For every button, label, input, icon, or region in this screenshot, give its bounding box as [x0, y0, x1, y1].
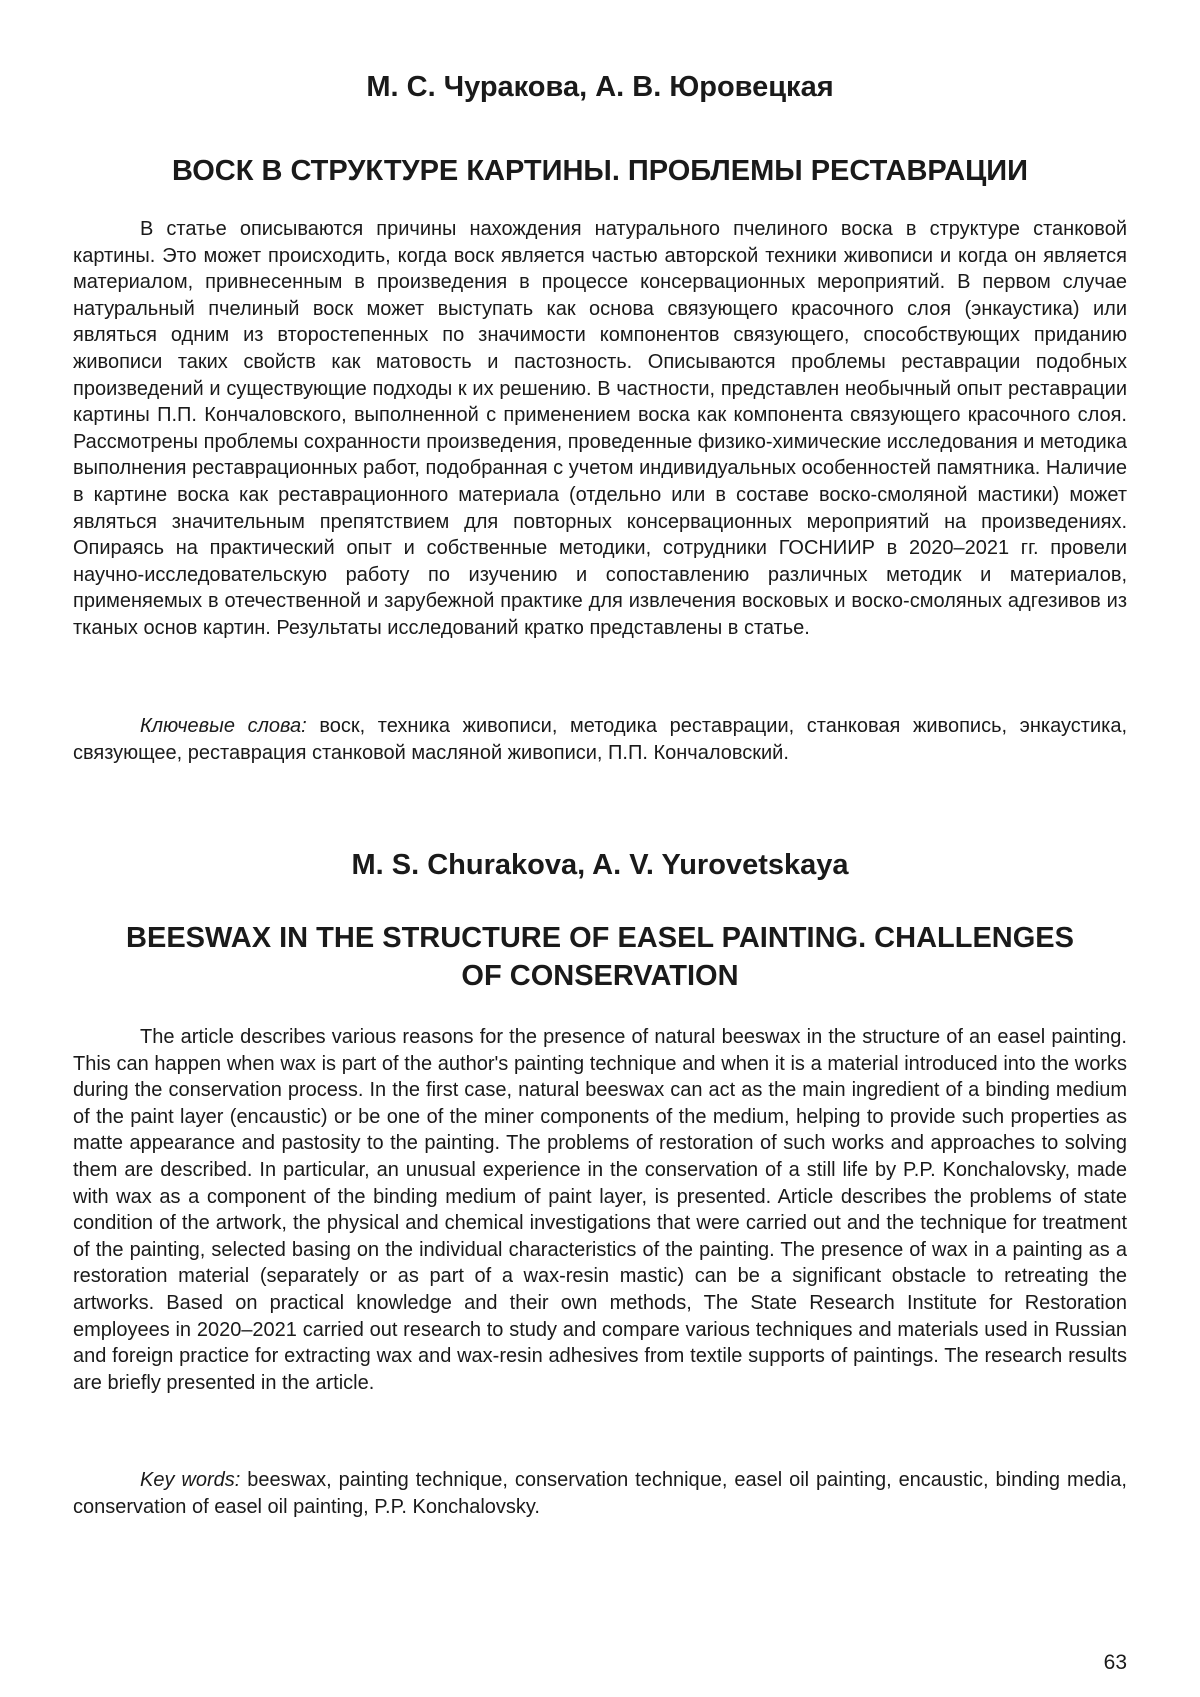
- en-keywords-text: beeswax, painting technique, conservation technique, easel oil painting, encaustic, binding media, conservation of easel oil painting, P.P. Konchalovsky.: [73, 1469, 1127, 1518]
- en-article-title: [73, 919, 1127, 995]
- ru-abstract: В статье описываются причины нахождения натурального пчелиного воска в структуре станковой картины. Это может происходить, когда воск является частью авторской техники живописи и когда он является материалом, привнесенным в произведения в процессе консервационных мероприятий. В первом случае натуральный пчелиный воск может выступать как основа связующего красочного слоя (энкаустика) или являться одним из второстепенных по значимости компонентов связующего, способствующих приданию живописи таких свойств как матовость и пастозность. Описываются проблемы реставрации подобных произведений и существующие подходы к их решению. В частности, представлен необычный опыт реставрации картины П.П. Кончаловского, выполненной с применением воска как компонента связующего красочного слоя. Рассмотрены проблемы сохранности произведения, проведенные физико-химические исследования и методика выполнения реставрационных работ, подобранная с учетом индивидуальных особенностей памятника. Наличие в картине воска как реставрационного материала (отдельно или в составе воско-смоляной мастики) может являться значительным препятствием для повторных консервационных мероприятий на произведениях. Опираясь на практический опыт и собственные методики, сотрудники ГОСНИИР в 2020–2021 гг. провели научно-исследовательскую работу по изучению и сопоставлению различных методик и материалов, применяемых в отечественной и зарубежной практике для извлечения восковых и воско-смоляных адгезивов из тканых основ картин. Результаты исследований кратко представлены в статье.: [73, 218, 1127, 639]
- ru-keywords-text: воск, техника живописи, методика реставрации, станковая живопись, энкаустика, связующее, реставрация станковой масляной живописи, П.П. Кончаловский.: [73, 715, 1127, 764]
- en-abstract: The article describes various reasons for the presence of natural beeswax in the structure of an easel painting. This can happen when wax is part of the author's painting technique and when it is a material introduced into the works during the conservation process. In the first case, natural beeswax can act as the main ingredient of a binding medium of the paint layer (encaustic) or be one of the miner components of the medium, helping to provide such properties as matte appearance and pastosity to the painting. The problems of restoration of such works and approaches to solving them are described. In particular, an unusual experience in the conservation of a still life by P.P. Konchalovsky, made with wax as a component of the binding medium of paint layer, is presented. Article describes the problems of state condition of the artwork, the physical and chemical investigations that were carried out and the technique for treatment of the painting, selected basing on the individual characteristics of the painting. The presence of wax in a painting as a restoration material (separately or as part of a wax-resin mastic) can be a significant obstacle to retreating the artworks. Based on practical knowledge and their own methods, The State Research Institute for Restoration employees in 2020–2021 carried out research to study and compare various techniques and materials used in Russian and foreign practice for extracting wax and wax-resin adhesives from textile supports of paintings. The research results are briefly presented in the article.: [73, 1026, 1127, 1394]
- en-title-line-1: BEESWAX IN THE STRUCTURE OF EASEL PAINTING. CHALLENGES: [126, 922, 1074, 954]
- page-number: 63: [1103, 1651, 1127, 1674]
- en-title-line-2: OF CONSERVATION: [461, 960, 739, 992]
- ru-keywords-label: Ключевые слова:: [140, 715, 307, 737]
- ru-authors: М. С. Чуракова, А. В. Юровецкая: [366, 71, 834, 103]
- en-keywords: [73, 1467, 1127, 1520]
- en-authors: M. S. Churakova, A. V. Yurovetskaya: [351, 849, 849, 881]
- ru-article-title: ВОСК В СТРУКТУРЕ КАРТИНЫ. ПРОБЛЕМЫ РЕСТАВРАЦИИ: [171, 155, 1028, 187]
- ru-keywords: [73, 713, 1127, 766]
- en-keywords-label: Key words:: [140, 1469, 241, 1491]
